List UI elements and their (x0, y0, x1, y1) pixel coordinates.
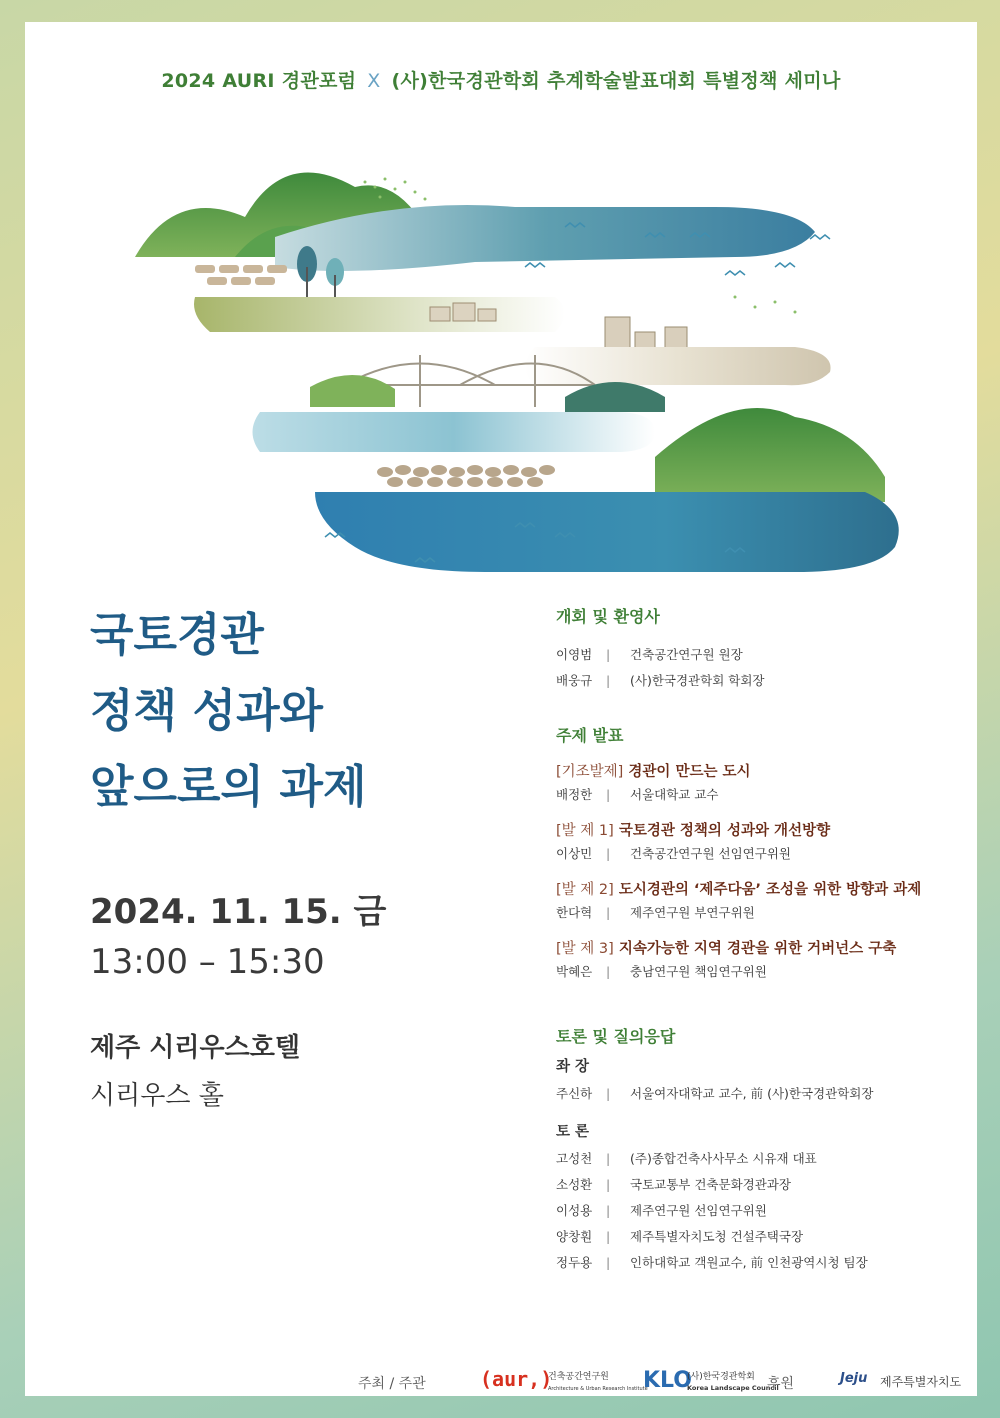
talk-title (556, 937, 956, 958)
speaker-name: 배정한 (556, 787, 593, 802)
auri-logo-text (548, 1372, 648, 1395)
main-title-line-3: 앞으로의 과제 (90, 760, 367, 813)
separator: | (606, 1254, 611, 1270)
speaker-name: 양창훤 (556, 1229, 593, 1244)
talk-title (556, 760, 956, 781)
jeju-name: 제주특별자치도 (880, 1375, 962, 1389)
talk-name: 경관이 만드는 도시 (628, 764, 751, 780)
panel-row (556, 1197, 956, 1223)
separator: | (606, 845, 611, 861)
talk-speaker-row (556, 781, 956, 807)
talk-name: 국토경관 정책의 성과와 개선방향 (618, 823, 831, 839)
auri-logo: (aur,) (480, 1367, 553, 1391)
panel-row (556, 1171, 956, 1197)
separator: | (606, 646, 611, 662)
talk-tag: [발 제 3] (556, 941, 614, 957)
speaker-name: 고성천 (556, 1151, 593, 1166)
speaker-role: 제주연구원 부연구위원 (630, 905, 755, 920)
event-time: 13:00 – 15:30 (90, 942, 325, 982)
main-title-line-2: 정책 성과와 (90, 684, 324, 737)
klc-name: (사)한국경관학회 (687, 1372, 755, 1382)
separator: | (606, 672, 611, 688)
chair-row (556, 1080, 956, 1106)
panel-label: 토 론 (556, 1124, 590, 1140)
speaker-role: 제주특별자치도청 건설주택국장 (630, 1229, 804, 1244)
talk-title (556, 819, 956, 840)
speaker-role: (사)한국경관학회 학회장 (630, 673, 765, 688)
separator: | (606, 1085, 611, 1101)
opening-row (556, 641, 956, 667)
header-x: X (367, 70, 381, 92)
talk-name: 지속가능한 지역 경관을 위한 거버넌스 구축 (618, 941, 897, 957)
speaker-name: 이영범 (556, 647, 593, 662)
speaker-name: 배웅규 (556, 673, 593, 688)
speaker-role: 건축공간연구원 선임연구위원 (630, 846, 791, 861)
separator: | (606, 1202, 611, 1218)
speaker-name: 이성용 (556, 1203, 593, 1218)
main-title (90, 597, 510, 825)
talk-speaker-row (556, 840, 956, 866)
speaker-name: 주신하 (556, 1086, 593, 1101)
speaker-name: 정두용 (556, 1255, 593, 1270)
sponsor-label: 후원 (767, 1376, 795, 1392)
separator: | (606, 1228, 611, 1244)
speaker-name: 박혜은 (556, 964, 593, 979)
panel-row (556, 1223, 956, 1249)
header-title-b: (사)한국경관학회 추계학술발표대회 특별정책 세미나 (391, 70, 841, 92)
speaker-role: 서울여자대학교 교수, 前 (사)한국경관학회장 (630, 1086, 874, 1101)
talk-speaker-row (556, 899, 956, 925)
talk-title (556, 878, 956, 899)
poster-frame (25, 22, 977, 1396)
speaker-role: 건축공간연구원 원장 (630, 647, 743, 662)
speaker-role: 인하대학교 객원교수, 前 인천광역시청 팀장 (630, 1255, 868, 1270)
talk-tag: [발 제 1] (556, 823, 614, 839)
separator: | (606, 786, 611, 802)
event-header (25, 66, 977, 93)
host-label: 주최 / 주관 (358, 1376, 426, 1392)
separator: | (606, 1150, 611, 1166)
separator: | (606, 904, 611, 920)
main-title-line-1: 국토경관 (90, 608, 264, 661)
chair-label: 좌 장 (556, 1059, 590, 1075)
event-date: 2024. 11. 15. 금 (90, 892, 387, 932)
jeju-logo: Jeju (840, 1371, 868, 1386)
speaker-role: 충남연구원 책임연구위원 (630, 964, 767, 979)
separator: | (606, 1176, 611, 1192)
speaker-role: 국토교통부 건축문화경관과장 (630, 1177, 791, 1192)
speaker-name: 이상민 (556, 846, 593, 861)
talk-name: 도시경관의 ‘제주다움’ 조성을 위한 방향과 과제 (618, 882, 922, 898)
separator: | (606, 963, 611, 979)
panel-row (556, 1249, 956, 1275)
talk-speaker-row (556, 958, 956, 984)
event-hall: 시리우스 홀 (90, 1081, 224, 1111)
speaker-role: 서울대학교 교수 (630, 787, 719, 802)
klc-logo: KLO (643, 1368, 692, 1393)
opening-title: 개회 및 환영사 (556, 607, 660, 626)
event-venue: 제주 시리우스호텔 (90, 1033, 300, 1063)
speaker-role: (주)종합건축사사무소 시유재 대표 (630, 1151, 817, 1166)
speaker-name: 소성환 (556, 1177, 593, 1192)
landscape-illustration (95, 127, 915, 582)
discussion-title: 토론 및 질의응답 (556, 1027, 676, 1046)
speaker-name: 한다혁 (556, 905, 593, 920)
talk-tag: [발 제 2] (556, 882, 614, 898)
klc-en: Korea Landscape Council (687, 1384, 779, 1392)
talks-title: 주제 발표 (556, 726, 624, 745)
panel-row (556, 1145, 956, 1171)
auri-en: Architecture & Urban Research Institute (548, 1386, 648, 1392)
klc-logo-text (687, 1372, 779, 1394)
program-section (556, 604, 956, 1275)
opening-row (556, 667, 956, 693)
footer (25, 1367, 977, 1397)
talk-tag: [기조발제] (556, 764, 624, 780)
header-title-a: 2024 AURI 경관포럼 (161, 70, 357, 92)
auri-name: 건축공간연구원 (548, 1372, 609, 1382)
speaker-role: 제주연구원 선임연구위원 (630, 1203, 767, 1218)
